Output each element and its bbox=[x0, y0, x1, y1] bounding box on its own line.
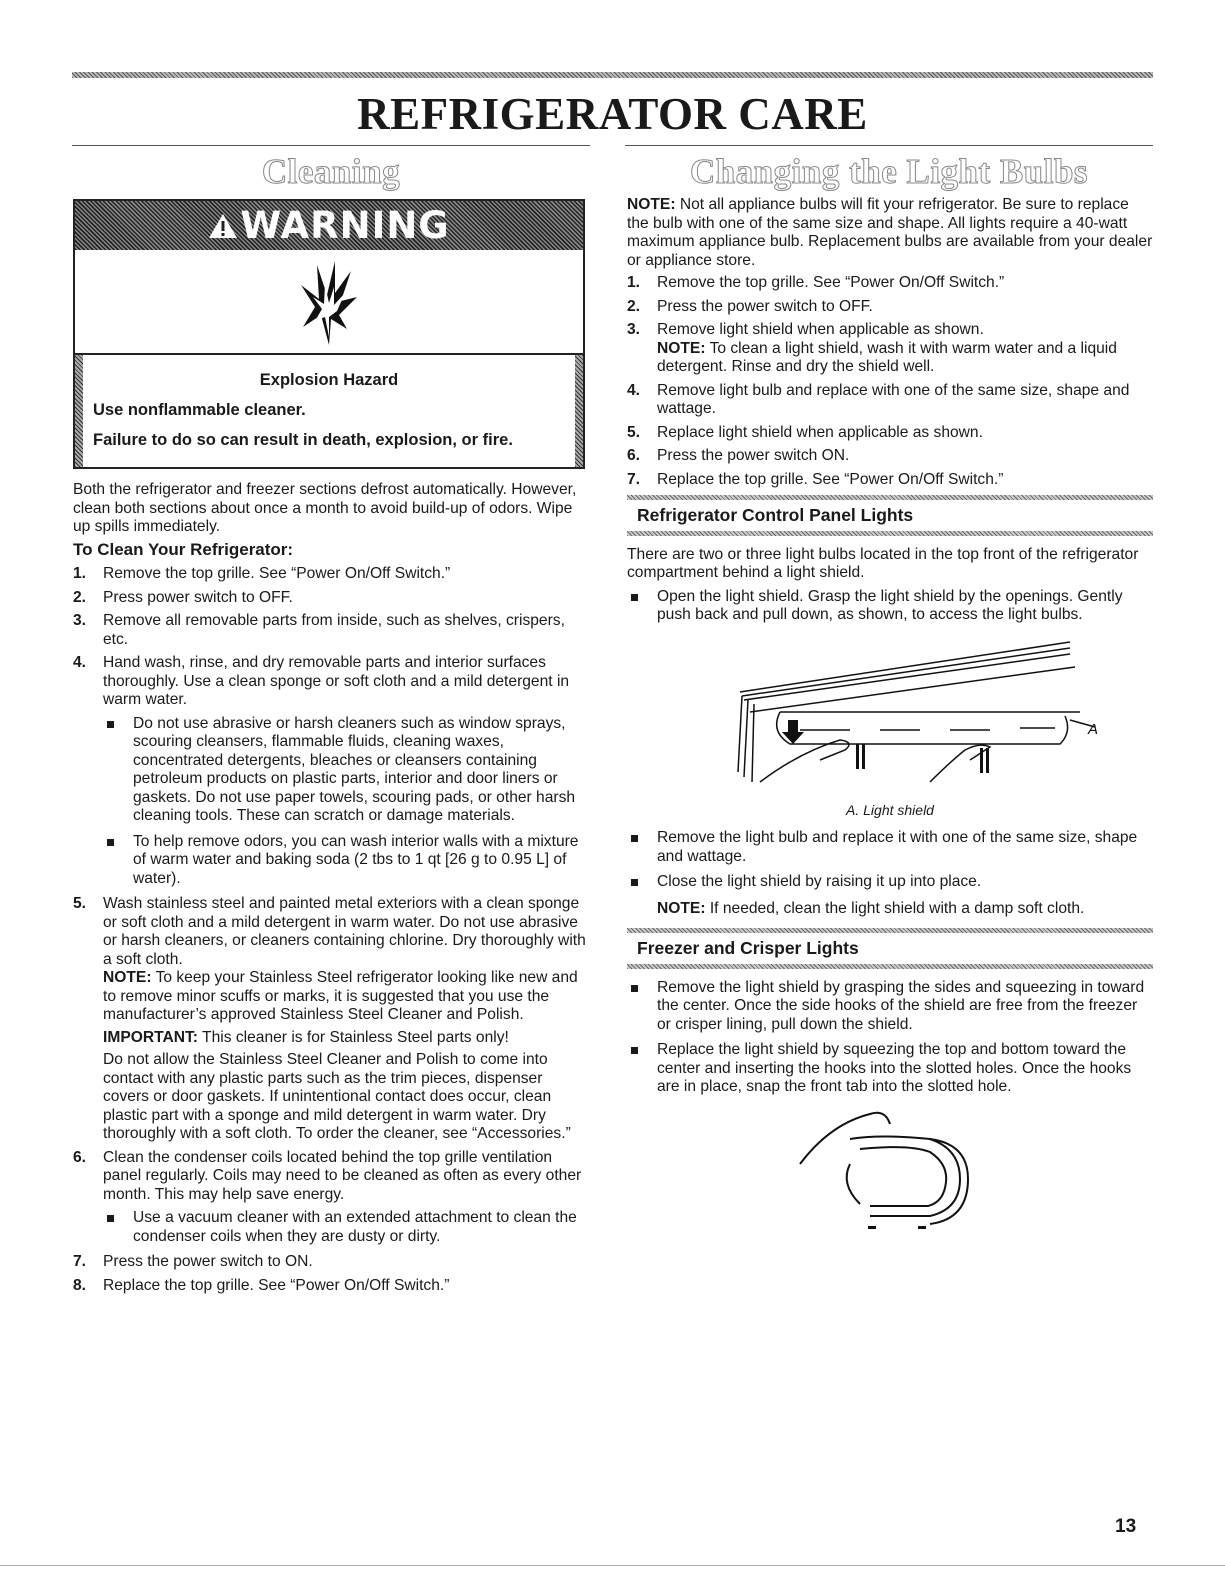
warning-label: WARNING bbox=[208, 204, 449, 247]
list-item: To help remove odors, you can wash interior walls with a mixture of warm water and baking soda (2 tbs to 1 qt [26 g to 0.95 L] of water). bbox=[103, 833, 588, 889]
control-panel-intro: There are two or three light bulbs located in the top front of the refrigerator compartment behind a light shield. bbox=[627, 545, 1139, 581]
light-shield-illustration bbox=[680, 632, 1100, 797]
figure-label-a: A bbox=[1087, 720, 1098, 738]
light-bulbs-heading: Changing the Light Bulbs bbox=[689, 152, 1089, 191]
cleaning-step: 7. Press the power switch to ON. bbox=[73, 1253, 313, 1270]
cleaning-step: 6. Clean the condenser coils located behind the top grille ventilation panel regularly. Coils may need to be cleaned as often as every other month. This may help save energy. Use a vacuum cleaner with an extended attachment to clean the condenser coils when they are dusty or dirty. bbox=[73, 1149, 588, 1247]
bulbs-note: NOTE: Not all appliance bulbs will fit your refrigerator. Be sure to replace the bulb with one of the same size and shape. All lights require a 40-watt maximum appliance bulb. Replacement bulbs are available from your dealer or appliance store. bbox=[627, 196, 1153, 269]
shield-clean-note: NOTE: To clean a light shield, wash it with warm water and a liquid detergent. Rinse and dry the shield well. bbox=[657, 339, 1117, 375]
page-number: 13 bbox=[1115, 1516, 1137, 1537]
warning-body bbox=[75, 355, 583, 467]
cleaning-step: 3. Remove all removable parts from inside, such as shelves, crispers, etc. bbox=[73, 612, 565, 648]
list-item: Replace the light shield by squeezing the top and bottom toward the center and inserting the hooks into the slotted holes. Once the hooks are in place, snap the front tab into the slotted hole. bbox=[627, 1041, 1153, 1097]
control-panel-list bbox=[627, 588, 1153, 625]
cleaning-step: 8. Replace the top grille. See “Power On/Off Switch.” bbox=[73, 1276, 450, 1294]
list-item: Do not use abrasive or harsh cleaners such as window sprays, scouring cleansers, flammable fluids, cleaning waxes, concentrated detergents, bleaches or cleansers containing petroleum products on plastic parts, interior and door liners or gaskets. Do not use paper towels, scouring pads, or other harsh cleaning tools. These can scratch or damage materials. bbox=[103, 715, 588, 826]
left-rule bbox=[72, 145, 590, 146]
control-panel-list-2 bbox=[627, 829, 1153, 918]
cleaning-step: 4. Hand wash, rinse, and dry removable parts and interior surfaces thoroughly. Use a clean sponge or soft cloth and a mild detergent in warm water. Do not use abrasive or harsh cleaners such as window sprays, scouring cleansers, flammable fluids, cleaning waxes, concentrated detergents, bleaches or cleansers containing petroleum products on plastic parts, interior and door liners or gaskets. Do not use paper towels, scouring pads, or other harsh cleaning tools. These can scratch or damage materials. To help remove odors, you can wash interior walls with a mixture of warm water and baking soda (2 tbs to 1 qt [26 g to 0.95 L] of water). bbox=[73, 654, 588, 888]
explosion-icon bbox=[299, 257, 359, 347]
bulb-step: 4. Remove light bulb and replace with one of the same size, shape and wattage. bbox=[627, 381, 1130, 417]
warning-hazard: Explosion Hazard bbox=[259, 371, 399, 389]
freezer-title: Freezer and Crisper Lights bbox=[637, 938, 859, 958]
stainless-extra: Do not allow the Stainless Steel Cleaner and Polish to come into contact with any plastic parts such as the trim pieces, dispenser covers or door gaskets. If unintentional contact does occur, clean plastic part with a sponge and mild detergent in warm water. Dry thoroughly with a soft cloth. To order the cleaner, see “Accessories.” bbox=[103, 1051, 571, 1142]
stainless-note: NOTE: To keep your Stainless Steel refrigerator looking like new and to remove minor scuffs or marks, it is suggested that you use the manufacturer’s approved Stainless Steel Cleaner and Polish. bbox=[103, 969, 578, 1023]
left-column bbox=[73, 481, 588, 1300]
bottom-rule bbox=[0, 1565, 1225, 1566]
bulb-step: 3. Remove light shield when applicable as shown. NOTE: To clean a light shield, wash it with warm water and a liquid detergent. Rinse and dry the shield well. bbox=[627, 321, 1153, 377]
cleaning-steps bbox=[73, 565, 588, 1295]
bulb-step: 6. Press the power switch ON. bbox=[627, 447, 850, 464]
bulb-step: 5. Replace light shield when applicable as shown. bbox=[627, 423, 983, 441]
freezer-list bbox=[627, 979, 1153, 1097]
important-note: IMPORTANT: This cleaner is for Stainless Steel parts only! bbox=[103, 1028, 509, 1046]
cleaning-step: 5. Wash stainless steel and painted metal exteriors with a clean sponge or soft cloth and a mild detergent in warm water. Do not use abrasive or harsh cleaners, or cleaners containing chlorine. Dry thoroughly with a soft cloth. NOTE: To keep your Stainless Steel refrigerator looking like new and to remove minor scuffs or marks, it is suggested that you use the manufacturer’s approved Stainless Steel Cleaner and Polish. IMPORTANT: This cleaner is for Stainless Steel parts only! Do not allow the Stainless Steel Cleaner and Polish to come into contact with any plastic parts such as the trim pieces, dispenser covers or door gaskets. If unintentional contact does occur, clean plastic part with a sponge and mild detergent in warm water. Dry thoroughly with a soft cloth. To order the cleaner, see “Accessories.” bbox=[73, 895, 588, 1144]
bulb-step: 7. Replace the top grille. See “Power On/Off Switch.” bbox=[627, 470, 1004, 488]
warning-triangle-icon bbox=[208, 212, 238, 240]
list-item: Use a vacuum cleaner with an extended attachment to clean the condenser coils when they are dusty or dirty. bbox=[103, 1209, 588, 1246]
control-panel-note: NOTE: If needed, clean the light shield with a damp soft cloth. bbox=[657, 899, 1085, 917]
cleaning-subheading: To Clean Your Refrigerator: bbox=[73, 539, 294, 559]
figure-caption: A. Light shield bbox=[846, 801, 934, 818]
warning-line-2: Failure to do so can result in death, explosion, or fire. bbox=[93, 431, 513, 449]
bulb-steps bbox=[627, 274, 1153, 489]
warning-header bbox=[75, 201, 583, 250]
cleaning-intro: Both the refrigerator and freezer sections defrost automatically. However, clean both sections about once a month to avoid build-up of odors. Wipe up spills immediately. bbox=[73, 481, 577, 535]
hatch-divider bbox=[627, 531, 1153, 536]
explosion-icon-area bbox=[75, 250, 583, 355]
bulb-step: 1. Remove the top grille. See “Power On/Off Switch.” bbox=[627, 274, 1005, 291]
right-column bbox=[627, 196, 1153, 1244]
freezer-light-illustration bbox=[790, 1104, 990, 1244]
cleaning-step: 1. Remove the top grille. See “Power On/Off Switch.” bbox=[73, 565, 451, 582]
hatch-divider bbox=[627, 964, 1153, 969]
list-item: Close the light shield by raising it up into place. NOTE: If needed, clean the light shield with a damp soft cloth. bbox=[627, 873, 1153, 918]
cleaning-step: 2. Press power switch to OFF. bbox=[73, 588, 293, 606]
right-rule bbox=[625, 145, 1153, 146]
warning-box bbox=[73, 199, 585, 469]
control-panel-title: Refrigerator Control Panel Lights bbox=[637, 505, 914, 525]
page-title: REFRIGERATOR CARE bbox=[357, 89, 868, 139]
cleaning-heading: Cleaning bbox=[261, 152, 401, 191]
warning-line-1: Use nonflammable cleaner. bbox=[93, 401, 306, 419]
list-item: Open the light shield. Grasp the light shield by the openings. Gently push back and pull down, as shown, to access the light bulbs. bbox=[627, 588, 1153, 625]
bulb-step: 2. Press the power switch to OFF. bbox=[627, 297, 873, 315]
list-item: Remove the light bulb and replace it with one of the same size, shape and wattage. bbox=[627, 829, 1153, 866]
top-decorative-bar bbox=[72, 72, 1153, 78]
list-item: Remove the light shield by grasping the sides and squeezing in toward the center. Once the side hooks of the shield are free from the freezer or crisper lining, pull down the shield. bbox=[627, 979, 1153, 1035]
